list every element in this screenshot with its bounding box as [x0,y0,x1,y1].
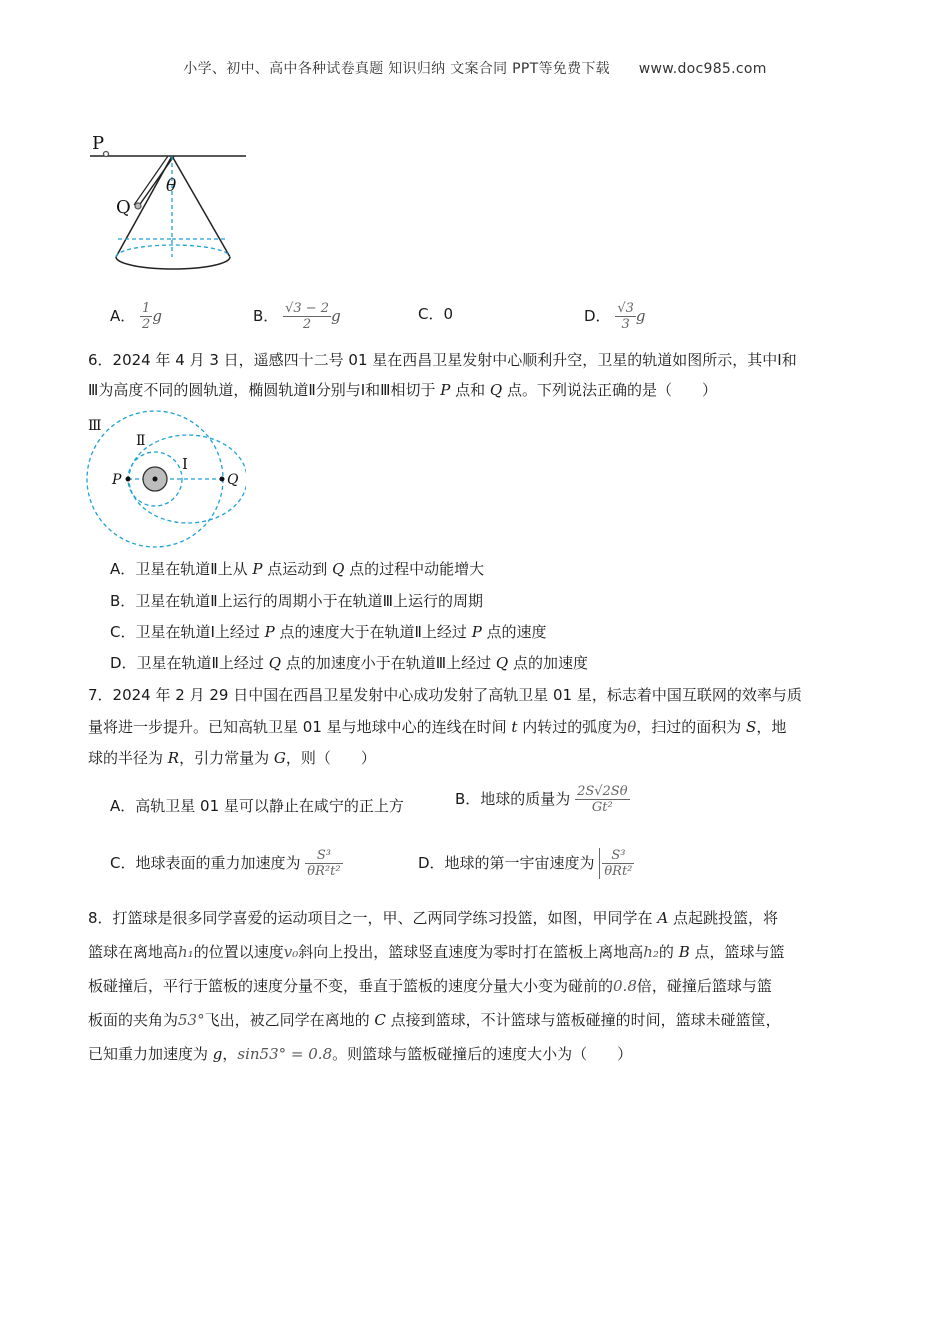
numerator: 1 [142,301,151,316]
q7-option-b [455,784,630,815]
text: ， [222,1045,238,1063]
text: D．地球的第一宇宙速度为 [418,854,595,872]
text: 点的加速度 [508,654,588,672]
orbit-figure [84,410,246,552]
text: 点运动到 [262,560,333,578]
point-p [126,477,131,482]
var: Q [268,654,282,672]
var: P [252,560,263,578]
header-site: www.doc985.com [638,61,767,77]
q8-line-2 [88,942,785,962]
var-h1: h₁ [178,943,194,961]
denominator: 2 [283,316,331,332]
text: 球的半径为 [88,749,168,767]
numerator: √3 − 2 [285,301,330,316]
fraction [602,848,634,879]
var-a: A [657,909,669,927]
fraction [305,848,342,879]
fraction [615,301,636,332]
point-p-marker [104,152,109,157]
q6-option-c [110,622,547,642]
var-c: C [374,1011,386,1029]
text: Ⅲ为高度不同的圆轨道，椭圆轨道Ⅱ分别与Ⅰ和Ⅲ相切于 [88,381,441,399]
text: 点和 [450,381,490,399]
cone-base-back [116,245,230,257]
cone-figure [86,125,256,275]
option-letter: D． [584,307,611,325]
q7-line-2 [88,717,786,737]
denominator: θR²t² [307,864,341,879]
fraction [140,301,152,332]
text: C．卫星在轨道Ⅰ上经过 [110,623,265,641]
var: Q [332,560,345,578]
fraction [283,301,331,332]
q5-option-d [584,301,646,332]
text: B．卫星在轨道Ⅱ上运行的周期小于在轨道Ⅲ上运行的周期 [110,592,484,610]
label-p: P [92,133,105,154]
page-header [0,58,950,78]
cone-base-front [116,257,230,269]
q7-option-c [110,848,343,879]
var-p: P [440,381,451,399]
point-q-marker [135,203,141,209]
sin-expression: sin53° = 0.8 [237,1045,333,1063]
text: ，引力常量为 [179,749,274,767]
numerator: S³ [316,848,331,863]
q7-option-d [418,848,634,879]
q6-option-d [110,653,588,673]
q6-option-b [110,591,483,611]
option-tail: g [331,307,341,325]
var-t: t [511,718,518,736]
text: 点的速度大于在轨道Ⅱ上经过 [274,623,472,641]
text: 点的加速度小于在轨道Ⅲ上经过 [281,654,496,672]
q7-line-3 [88,748,376,768]
var-b: B [678,943,690,961]
option-value: 0 [443,305,454,323]
label-q: Q [227,472,239,488]
var-s: S [746,718,757,736]
q8-line-3 [88,976,772,996]
denominator: Gt² [575,799,629,815]
text: 板面的夹角为 [88,1011,179,1029]
option-letter: B． [253,307,279,325]
var: P [264,623,275,641]
var: Q [495,654,509,672]
denominator: θRt² [604,864,633,879]
var-v0: v₀ [283,943,299,961]
var-q: Q [489,381,503,399]
label-orbit-3: Ⅲ [88,418,102,434]
text: 点的过程中动能增大 [344,560,485,578]
option-tail: g [152,307,162,325]
var: P [471,623,482,641]
var-r: R [167,749,180,767]
text: 点，篮球与篮 [689,943,785,961]
text: ，则（ ） [285,749,376,767]
q7-line-1: 7．2024 年 2 月 29 日中国在西昌卫星发射中心成功发射了高轨卫星 01 星，标志着中国互联网的效率与质 [88,686,802,704]
text: 斜向上投出，篮球竖直速度为零时打在篮板上离地高 [298,943,644,961]
fraction [575,784,629,815]
option-letter: C． [418,305,444,323]
numerator: S³ [611,848,626,863]
text: 倍，碰撞后篮球与篮 [636,977,772,995]
text: 点。下列说法正确的是（ ） [502,381,717,399]
q5-option-a [110,301,162,332]
denominator: 3 [615,316,636,332]
text: 飞出，被乙同学在离地的 [204,1011,375,1029]
numerator: 2S√2Sθ [577,784,628,799]
text: 点接到篮球，不计篮球与篮板碰撞的时间，篮球未碰篮筐， [385,1011,781,1029]
q8-line-4 [88,1010,781,1030]
label-orbit-2: Ⅱ [136,433,146,449]
text: 8．打篮球是很多同学喜爱的运动项目之一，甲、乙两同学练习投篮，如图，甲同学在 [88,909,658,927]
text: 已知重力加速度为 [88,1045,213,1063]
denominator: 2 [142,317,151,332]
q5-option-c [418,304,453,324]
earth-center [153,477,158,482]
q6-line-2 [88,380,717,400]
var-g: G [273,749,286,767]
header-text: 小学、初中、高中各种试卷真题 知识归纳 文案合同 PPT等免费下载 [183,61,610,77]
text: 量将进一步提升。已知高轨卫星 01 星与地球中心的连线在时间 [88,718,512,736]
option-tail: g [635,307,646,325]
var-g: g [212,1045,223,1063]
text: 篮球在离地高 [88,943,179,961]
text: A．卫星在轨道Ⅱ上从 [110,560,253,578]
point-q [220,477,225,482]
text: B．地球的质量为 [455,790,571,808]
text: C．地球表面的重力加速度为 [110,854,301,872]
text: D．卫星在轨道Ⅱ上经过 [110,654,269,672]
text: 。则篮球与篮板碰撞后的速度大小为（ ） [332,1045,633,1063]
q8-line-5 [88,1044,632,1064]
text: 的位置以速度 [193,943,284,961]
text: ，扫过的面积为 [636,718,747,736]
incline-line-inner [134,156,168,205]
label-orbit-1: I [182,455,188,473]
sqrt [599,848,634,879]
q6-option-a [110,559,484,579]
text: 板碰撞后，平行于篮板的速度分量不变，垂直于篮板的速度分量大小变为碰前的 [88,977,614,995]
value-0-8: 0.8 [613,977,637,995]
var-theta: θ [627,718,637,736]
text: ，地 [756,718,787,736]
label-q: Q [116,197,131,218]
var-h2: h₂ [643,943,659,961]
angle-53: 53° [178,1011,205,1029]
q5-option-b [253,301,341,332]
label-theta: θ [166,176,177,196]
q7-option-a: A．高轨卫星 01 星可以静止在咸宁的正上方 [110,797,404,815]
numerator: √3 [617,301,634,316]
option-letter: A． [110,307,136,325]
q8-line-1 [88,908,778,928]
label-p: P [112,472,122,488]
cone-right-edge [172,156,230,257]
q6-line-1: 6．2024 年 4 月 3 日，遥感四十二号 01 星在西昌卫星发射中心顺利升空，卫星的轨道如图所示，其中Ⅰ和 [88,351,797,369]
text: 内转过的弧度为 [517,718,628,736]
text: 的 [658,943,679,961]
text: 点起跳投篮，将 [668,909,778,927]
text: 点的速度 [481,623,547,641]
